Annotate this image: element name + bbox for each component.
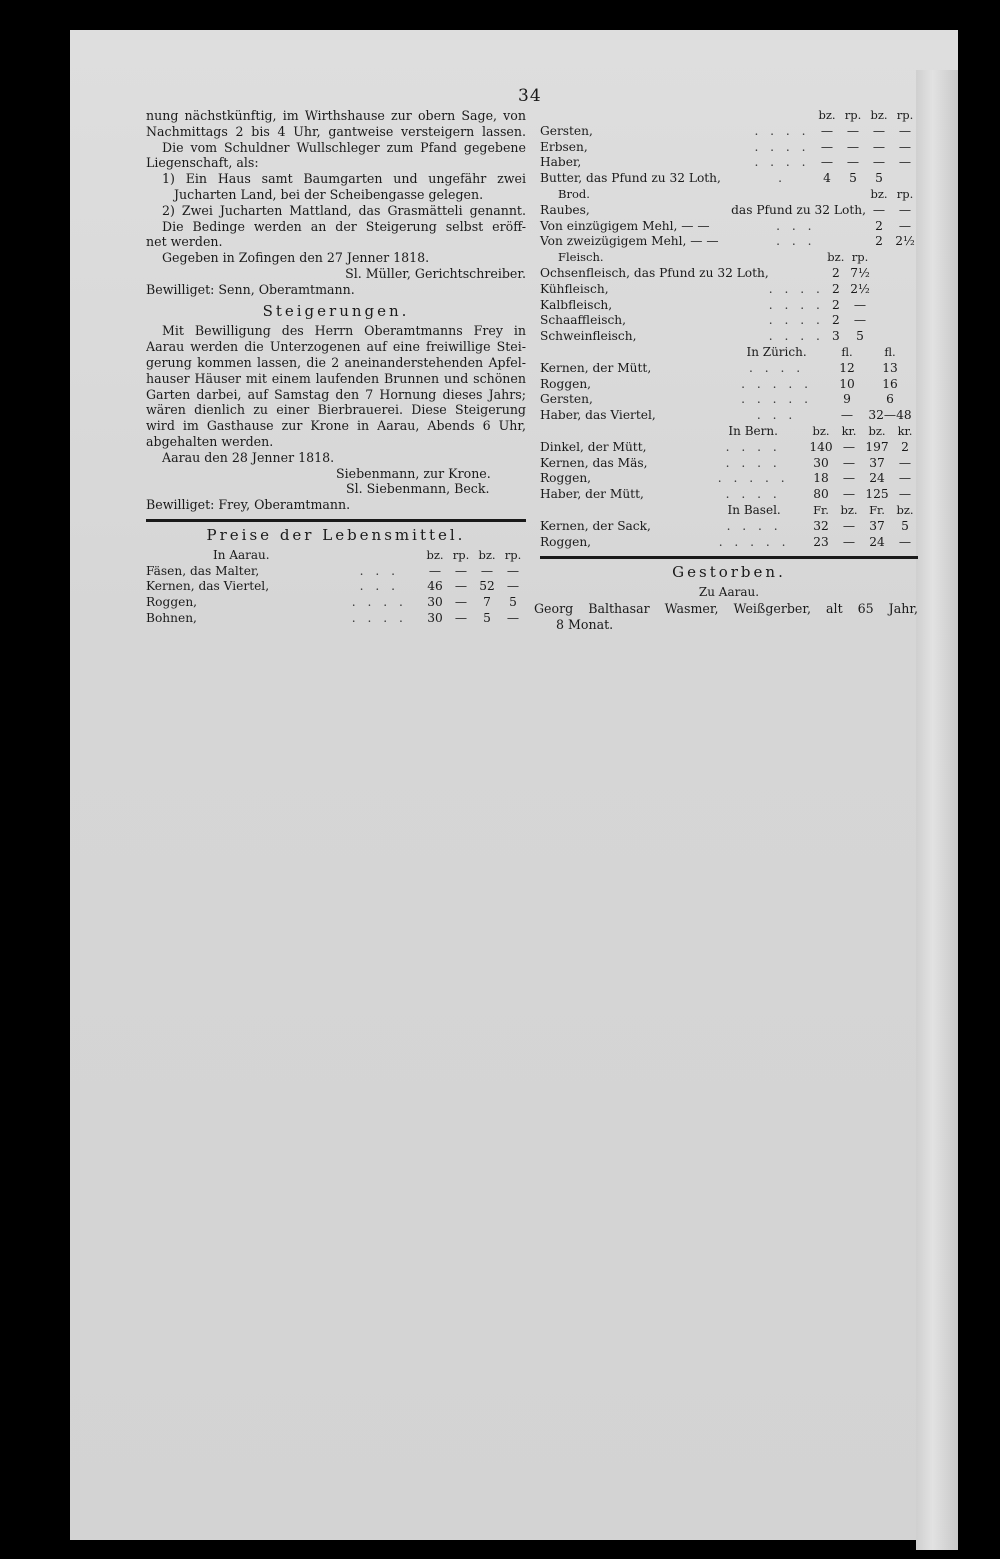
basel-price-table <box>540 503 918 550</box>
price-value: 30 <box>813 455 829 470</box>
signature: Sl. Siebenmann, Beck. <box>346 481 490 497</box>
table-header-row <box>540 345 918 361</box>
signature: Siebenmann, zur Krone. <box>336 465 491 481</box>
price-value: 2 <box>901 439 909 454</box>
price-value: — <box>842 487 856 502</box>
price-label: Fäsen, das Malter, <box>146 563 260 578</box>
price-value: 32—48 <box>868 408 912 423</box>
price-value: 5 <box>856 329 864 344</box>
price-value: 7 <box>483 595 491 610</box>
table-row: Roggen, . . . . . 10 16 <box>540 377 918 393</box>
text-line: 2) Zwei Jucharten Mattland, das Grasmätteli genannt. <box>162 202 526 218</box>
price-value: 2 <box>831 297 840 312</box>
unit-label: bz. <box>818 108 836 122</box>
price-label: Ochsenfleisch, das Pfund zu 32 Loth, <box>540 265 769 280</box>
approval: Bewilliget: Senn, Oberamtmann. <box>146 281 355 297</box>
price-label: Roggen, <box>540 376 592 391</box>
price-value: 6 <box>886 392 894 407</box>
price-value: — <box>454 610 468 625</box>
price-label: Roggen, <box>146 595 198 610</box>
price-value: 5 <box>483 610 491 625</box>
table-row <box>540 266 918 282</box>
right-column <box>534 108 918 633</box>
unit-label: Fr. <box>813 502 829 517</box>
price-label: Kernen, das Viertel, <box>146 579 270 594</box>
price-value: — <box>506 579 520 594</box>
price-value: — <box>506 563 520 578</box>
price-value: — <box>842 439 856 454</box>
given-date: Gegeben in Zofingen den 27 Jenner 1818. <box>162 250 430 266</box>
price-value <box>892 171 918 187</box>
price-label: Von einzügigem Mehl, — — <box>540 218 710 233</box>
price-value: 10 <box>839 376 855 391</box>
price-value: — <box>898 155 912 170</box>
price-label: Haber, das Viertel, <box>540 408 656 423</box>
table-header-row <box>540 250 918 266</box>
text-line: net werden. <box>146 234 223 250</box>
divider <box>146 519 526 522</box>
text-line: abgehalten werden. <box>146 433 274 449</box>
text-line: Die vom Schuldner Wullschleger zum Pfand gegebene <box>162 139 526 155</box>
price-value: — <box>842 471 856 486</box>
price-value: 2 <box>831 265 840 280</box>
unit-label: bz. <box>812 423 830 438</box>
price-value: 2 <box>875 218 883 233</box>
table-row: Von einzügigem Mehl, — — . . . 2 — <box>540 219 918 235</box>
price-value: 23 <box>813 534 829 549</box>
approval: Bewilliget: Frey, Oberamtmann. <box>146 497 351 513</box>
table-row: Schaaffleisch, . . . . 2 — <box>540 313 918 329</box>
price-value: 197 <box>865 439 889 454</box>
place-label: In Zürich. <box>746 344 807 359</box>
price-value: — <box>898 455 912 470</box>
steigerungen-heading: Steigerungen. <box>262 301 410 320</box>
table-row: Roggen, . . . . . 23 — 24 — <box>540 535 918 551</box>
price-value: 5 <box>901 518 909 533</box>
price-value: 18 <box>813 471 829 486</box>
unit-label: kr. <box>897 423 913 438</box>
table-row: Gersten, . . . . — — — — <box>540 124 918 140</box>
price-value: — <box>840 408 854 423</box>
price-value: 30 <box>427 610 443 625</box>
table-row: Haber, das Viertel, . . . — 32—48 <box>540 408 918 424</box>
unit-label: bz. <box>870 186 888 201</box>
price-value: — <box>842 455 856 470</box>
price-label: Kühfleisch, <box>540 281 609 296</box>
unit-label: bz. <box>896 502 914 517</box>
unit-label: Fr. <box>869 502 885 517</box>
price-value: 24 <box>869 534 885 549</box>
text-line: nung nächstkünftig, im Wirthshause zur obern Sage, von <box>146 108 526 123</box>
price-value: — <box>898 487 912 502</box>
text-line: Jucharten Land, bei der Scheibengasse gelegen. <box>174 186 484 202</box>
price-value: — <box>898 534 912 549</box>
price-value: 4 <box>823 171 831 186</box>
death-entry: Georg Balthasar Wasmer, Weißgerber, alt 65 Jahr, <box>534 600 918 616</box>
price-value: — <box>454 563 468 578</box>
price-value: 2 <box>875 234 883 249</box>
table-header-row <box>146 548 526 564</box>
price-label: Erbsen, <box>540 139 588 154</box>
price-value: — <box>846 155 860 170</box>
text-line: Aarau werden die Unterzogenen auf eine freiwillige Stei- <box>146 339 526 355</box>
price-value: 9 <box>843 392 851 407</box>
price-value: 46 <box>427 579 443 594</box>
price-value: 80 <box>813 487 829 502</box>
table-row: Haber, der Mütt, . . . . 80 — 125 — <box>540 487 918 503</box>
page-number: 34 <box>518 86 542 106</box>
unit-label: fl. <box>884 344 896 359</box>
text-line: wird im Gasthause zur Krone in Aarau, Abends 6 Uhr, <box>146 418 526 434</box>
table-row: Dinkel, der Mütt, . . . . 140 — 197 2 <box>540 440 918 456</box>
unit-label: kr. <box>841 423 857 438</box>
price-value: 2 <box>831 313 840 328</box>
table-row: Kernen, der Mütt, . . . . 12 13 <box>540 361 918 377</box>
price-value: 5 <box>509 595 517 610</box>
text-line: gerung kommen lassen, die 2 aneinanderstehenden Apfel- <box>146 354 526 370</box>
table-row: Bohnen, . . . . 30 — 5 — <box>146 611 526 627</box>
bern-price-table <box>540 424 918 503</box>
price-value: — <box>853 297 867 312</box>
aarau-date: Aarau den 28 Jenner 1818. <box>162 449 335 465</box>
price-value: 2½ <box>895 234 915 249</box>
unit-label: bz. <box>426 547 444 562</box>
section-label: Brod. <box>558 186 590 201</box>
price-value: 12 <box>839 360 855 375</box>
table-row: Kernen, das Mäs, . . . . 30 — 37 — <box>540 456 918 472</box>
price-value: 52 <box>479 579 495 594</box>
text-line: Die Bedinge werden an der Steigerung selbst eröff- <box>162 218 526 234</box>
price-value: — <box>842 518 856 533</box>
unit-label: rp. <box>504 547 522 562</box>
price-value: — <box>898 218 912 233</box>
price-label: Kernen, das Mäs, <box>540 455 648 470</box>
section-label: Fleisch. <box>558 250 604 265</box>
divider <box>540 556 918 559</box>
price-label: Butter, das Pfund zu 32 Loth, <box>540 171 721 186</box>
table-row <box>540 203 918 219</box>
price-unit: das Pfund zu 32 Loth, <box>731 202 866 217</box>
price-value: — <box>820 155 834 170</box>
price-value: 3 <box>831 329 840 344</box>
price-label: Raubes, <box>540 202 590 217</box>
text-line: hauser Häuser mit einem laufenden Brunnen und schönen <box>146 370 526 386</box>
table-header-row <box>540 187 918 203</box>
price-value: 16 <box>882 376 898 391</box>
price-label: Kalbfleisch, <box>540 297 613 312</box>
price-value: — <box>872 155 886 170</box>
price-value: — <box>506 610 520 625</box>
table-header-row <box>540 503 918 519</box>
place-label: In Bern. <box>728 423 778 438</box>
price-value: 140 <box>809 439 833 454</box>
price-value: 37 <box>869 455 885 470</box>
price-value: — <box>846 123 860 138</box>
text-line: Nachmittags 2 bis 4 Uhr, gantweise versteigern lassen. <box>146 123 526 139</box>
grain-price-table <box>540 108 918 187</box>
text-line: 1) Ein Haus samt Baumgarten und ungefähr zwei <box>162 171 526 187</box>
price-value: — <box>454 579 468 594</box>
price-value: 7½ <box>850 265 870 280</box>
price-value: 2 <box>831 281 840 296</box>
page-edge <box>916 70 958 1550</box>
price-value: 37 <box>869 518 885 533</box>
price-label: Dinkel, der Mütt, <box>540 439 647 454</box>
table-row: Von zweizügigem Mehl, — — . . . 2 2½ <box>540 234 918 250</box>
table-row: Kernen, das Viertel, . . . 46 — 52 — <box>146 579 526 595</box>
text-line: Liegenschaft, als: <box>146 155 259 171</box>
table-row: Haber, . . . . — — — — <box>540 155 918 171</box>
table-row: Schweinfleisch, . . . . 3 5 <box>540 329 918 345</box>
price-value: — <box>898 139 912 154</box>
table-header-row <box>540 108 918 124</box>
unit-label: fl. <box>841 344 853 359</box>
table-row: Kalbfleisch, . . . . 2 — <box>540 298 918 314</box>
text-line: wären dienlich zu einer Bierbrauerei. Diese Steigerung <box>146 402 526 418</box>
place-label: In Basel. <box>727 502 781 517</box>
price-label: Kernen, der Mütt, <box>540 360 652 375</box>
unit-label: rp. <box>851 250 869 265</box>
price-value: 30 <box>427 595 443 610</box>
price-value: — <box>428 563 442 578</box>
price-label: Haber, der Mütt, <box>540 487 644 502</box>
unit-label: rp. <box>844 108 862 122</box>
price-value: — <box>454 595 468 610</box>
price-value: — <box>872 123 886 138</box>
deaths-place: Zu Aarau. <box>698 585 760 600</box>
price-label: Roggen, <box>540 471 592 486</box>
price-value: 24 <box>869 471 885 486</box>
price-value: 32 <box>813 518 829 533</box>
price-value: — <box>898 202 912 217</box>
table-row: Kühfleisch, . . . . 2 2½ <box>540 282 918 298</box>
price-label: Von zweizügigem Mehl, — — <box>540 234 719 249</box>
price-label: Bohnen, <box>146 610 197 625</box>
price-value: — <box>872 139 886 154</box>
price-value: — <box>853 313 867 328</box>
unit-label: rp. <box>896 186 914 201</box>
price-value: — <box>842 534 856 549</box>
unit-label: bz. <box>478 547 496 562</box>
table-row: Roggen, . . . . 30 — 7 5 <box>146 595 526 611</box>
price-value: — <box>820 139 834 154</box>
bread-price-table <box>540 187 918 250</box>
price-label: Kernen, der Sack, <box>540 518 651 533</box>
text-line: Mit Bewilligung des Herrn Oberamtmanns Frey in <box>162 323 526 339</box>
unit-label: rp. <box>452 547 470 562</box>
table-row: Butter, das Pfund zu 32 Loth, . 4 5 5 <box>540 171 918 187</box>
price-value: — <box>820 123 834 138</box>
steigerungen-notice <box>146 323 526 513</box>
price-value: — <box>898 471 912 486</box>
table-row: Kernen, der Sack, . . . . 32 — 37 5 <box>540 519 918 535</box>
price-value: — <box>898 123 912 138</box>
signature: Sl. Müller, Gerichtschreiber. <box>345 265 526 281</box>
table-row: Roggen, . . . . . 18 — 24 — <box>540 471 918 487</box>
price-value: 5 <box>849 171 857 186</box>
unit-label: bz. <box>868 423 886 438</box>
unit-label: rp. <box>896 108 914 122</box>
price-value: — <box>480 563 494 578</box>
meat-price-table <box>540 250 918 345</box>
table-row: Fäsen, das Malter, . . . — — — — <box>146 564 526 580</box>
death-entry: 8 Monat. <box>556 616 614 632</box>
table-row: Gersten, . . . . . 9 6 <box>540 392 918 408</box>
auction-notice <box>146 108 526 298</box>
prices-heading: Preise der Lebensmittel. <box>206 525 466 544</box>
price-value: 2½ <box>850 281 870 296</box>
left-column <box>146 108 526 627</box>
price-label: Schaaffleisch, <box>540 313 627 328</box>
text-line: Garten darbei, auf Samstag den 7 Hornung dieses Jahrs; <box>146 386 526 402</box>
unit-label: bz. <box>827 250 845 265</box>
unit-label: bz. <box>870 108 888 122</box>
price-label: Gersten, <box>540 392 593 407</box>
table-header-row <box>540 424 918 440</box>
price-value: 5 <box>875 171 883 186</box>
price-label: Schweinfleisch, <box>540 329 637 344</box>
zurich-price-table <box>540 345 918 424</box>
table-row: Erbsen, . . . . — — — — <box>540 140 918 156</box>
place-label: In Aarau. <box>213 547 270 562</box>
aarau-price-table <box>146 548 526 627</box>
price-value: 13 <box>882 360 898 375</box>
price-value: 125 <box>865 487 889 502</box>
price-value: — <box>872 202 886 217</box>
price-label: Roggen, <box>540 534 592 549</box>
price-label: Gersten, <box>540 123 593 138</box>
unit-label: bz. <box>840 502 858 517</box>
price-label: Haber, <box>540 155 582 170</box>
price-value: — <box>846 139 860 154</box>
deaths-heading: Gestorben. <box>672 563 786 582</box>
